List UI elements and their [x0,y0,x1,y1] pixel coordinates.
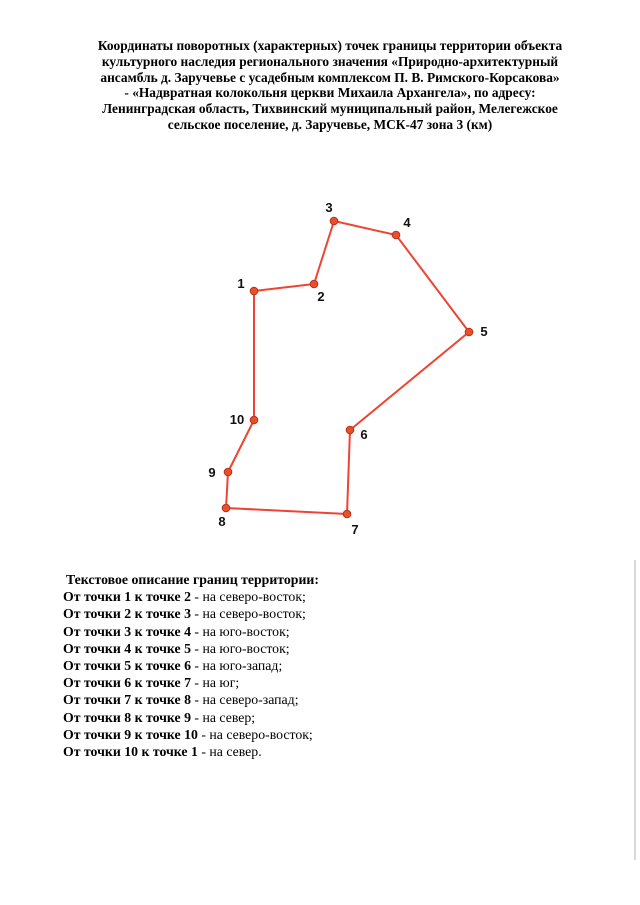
segment-points: От точки 9 к точке 10 [63,726,198,742]
point-label: 4 [403,215,411,230]
boundary-point-marker [343,510,351,518]
point-label: 8 [218,514,226,529]
segment-direction: - на юго-восток; [190,640,290,656]
description-heading: Текстовое описание границ территории: [66,572,319,587]
segment-direction: - на юго-запад; [190,658,283,674]
boundary-description [63,571,603,760]
segment-points: От точки 10 к точке 1 [63,744,198,760]
description-row [63,657,603,674]
title-line: сельское поселение, д. Заручевье, МСК-47 зона 3 (км) [167,116,493,132]
boundary-point-marker [224,468,232,476]
point-label: 9 [208,465,216,480]
segment-points: От точки 7 к точке 8 [63,692,191,708]
boundary-point-marker [250,416,258,424]
point-label: 2 [317,289,325,304]
title-line: Ленинградская область, Тихвинский муниципальный район, Мелегежское [102,101,558,117]
description-row [63,623,603,640]
scan-edge-shadow [634,560,636,860]
segment-points: От точки 4 к точке 5 [63,640,191,656]
boundary-point-marker [465,328,473,336]
segment-direction: - на северо-восток; [190,606,306,622]
boundary-point-marker [250,287,258,295]
segment-direction: - на северо-восток; [197,726,313,742]
boundary-point-marker [222,504,230,512]
segment-points: От точки 1 к точке 2 [63,589,191,605]
segment-direction: - на север; [190,709,256,725]
segment-points: От точки 2 к точке 3 [63,606,191,622]
description-row [63,691,603,708]
point-label: 6 [360,427,368,442]
segment-direction: - на северо-восток; [190,589,306,605]
description-row [63,640,603,657]
description-row [63,726,603,743]
segment-direction: - на север. [197,744,262,760]
description-row [63,743,603,760]
point-label: 1 [237,276,245,291]
title-line: культурного наследия регионального значения «Природно-архитектурный [101,53,559,69]
point-label: 5 [480,324,488,339]
title-line: ансамбль д. Заручевье с усадебным комплексом П. В. Римского-Корсакова» [100,69,560,85]
point-label: 3 [325,200,333,215]
segment-points: От точки 3 к точке 4 [63,623,191,639]
boundary-point-marker [330,217,338,225]
description-row [63,674,603,691]
boundary-point-marker [346,426,354,434]
boundary-point-marker [392,231,400,239]
title-line: Координаты поворотных (характерных) точек границы территории объекта [97,38,563,53]
segment-direction: - на северо-запад; [190,692,299,708]
boundary-point-marker [310,280,318,288]
segment-direction: - на юго-восток; [190,623,290,639]
boundary-polygon [226,221,469,514]
segment-direction: - на юг; [190,675,240,691]
description-row [63,605,603,622]
point-label: 7 [351,522,359,537]
description-row [63,588,603,605]
point-label: 10 [229,412,245,427]
description-row [63,709,603,726]
description-rows [63,588,603,760]
segment-points: От точки 5 к точке 6 [63,658,191,674]
segment-points: От точки 8 к точке 9 [63,709,191,725]
title-line: - «Надвратная колокольня церкви Михаила Архангела», по адресу: [124,85,536,101]
segment-points: От точки 6 к точке 7 [63,675,191,691]
